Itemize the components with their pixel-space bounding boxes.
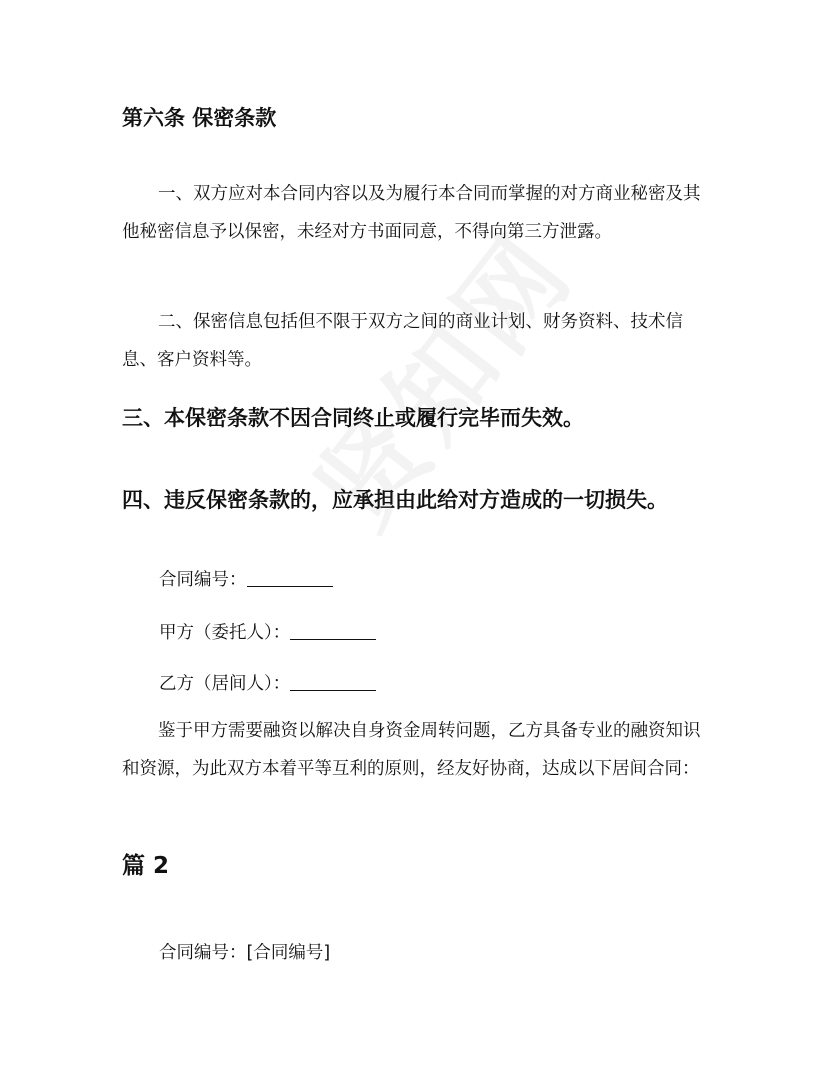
contract-number-field [159,568,333,592]
clause-3: 三、本保密条款不因合同终止或履行完毕而失效。 [122,406,584,430]
clause-1: 一、双方应对本合同内容以及为履行本合同而掌握的对方商业秘密及其他秘密信息予以保密，未经对方书面同意，不得向第三方泄露。 [122,184,701,242]
party-b-field [159,672,376,696]
section-2-number-value: [合同编号] [246,943,331,963]
clause-2: 二、保密信息包括但不限于双方之间的商业计划、财务资料、技术信息、客户资料等。 [122,312,683,370]
section-2-number-label: 合同编号： [159,943,247,963]
party-b-blank [290,672,376,691]
preamble-paragraph: 鉴于甲方需要融资以解决自身资金周转问题，乙方具备专业的融资知识和资源，为此双方本着平等互利的原则，经友好协商，达成以下居间合同： [122,721,701,779]
party-a-label: 甲方（委托人）： [159,623,291,643]
party-a-blank [290,621,376,640]
contract-number-blank [247,568,333,587]
section-2-contract-number [159,941,330,965]
party-a-field [159,621,376,645]
contract-number-label: 合同编号： [159,570,247,590]
party-b-label: 乙方（居间人）： [159,674,291,694]
clause-4: 四、违反保密条款的，应承担由此给对方造成的一切损失。 [122,488,668,512]
article-heading: 第六条 保密条款 [122,106,277,130]
section-2-heading: 篇 2 [122,853,170,879]
